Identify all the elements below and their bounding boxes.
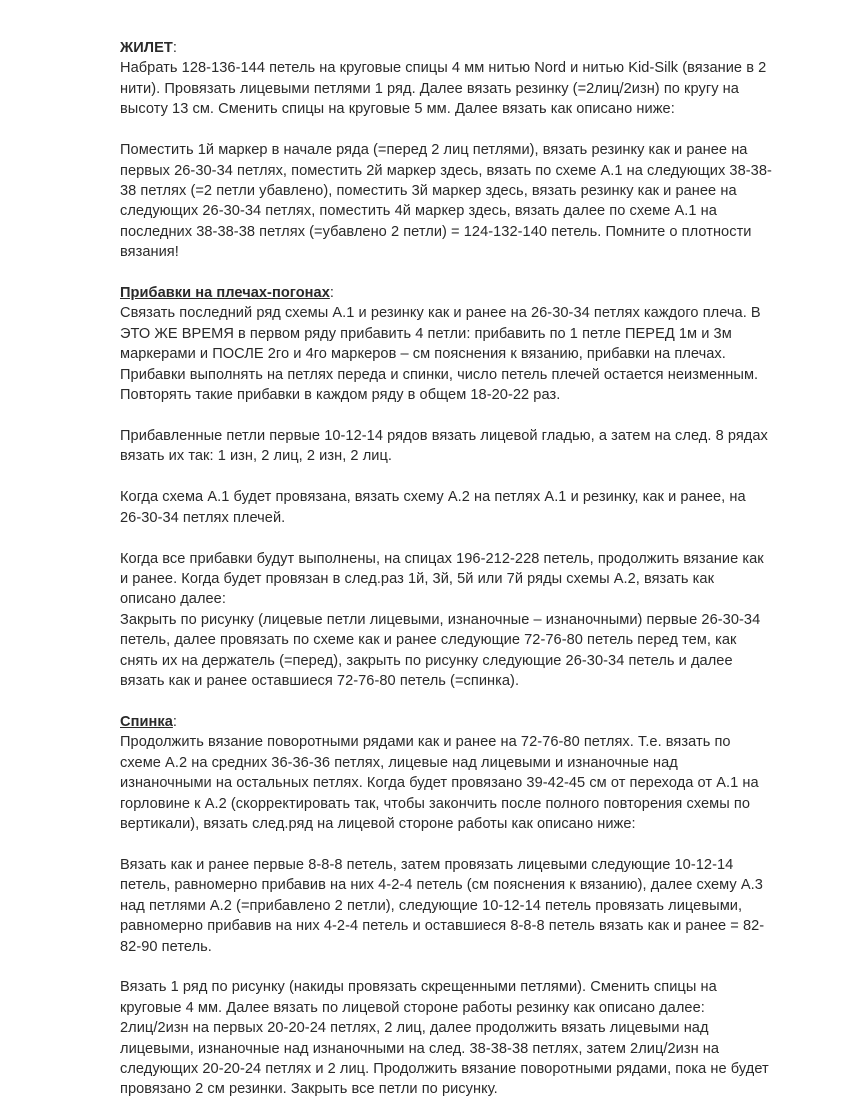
paragraph-line: вязать как и ранее оставшиеся 72-76-80 петель (=спинка).	[120, 673, 520, 690]
added-stitches-paragraph	[120, 426, 820, 467]
paragraph-line: вязать их так: 1 изн, 2 лиц, 2 изн, 2 лиц.	[120, 448, 392, 465]
paragraph-line: Вязать как и ранее первые 8-8-8 петель, затем провязать лицевыми следующие 10-12-14	[120, 856, 734, 873]
paragraph-line: вязания!	[120, 244, 179, 261]
paragraph-line: Когда схема А.1 будет провязана, вязать схему А.2 на петлях А.1 и резинку, как и ранее, на	[120, 489, 746, 506]
paragraph-line: над петлями А.2 (=прибавлено 2 петли), следующие 10-12-14 петель провязать лицевыми,	[120, 897, 743, 914]
paragraph-line: провязано 2 см резинки. Закрыть все петли по рисунку.	[120, 1081, 498, 1098]
paragraph-line: Вязать 1 ряд по рисунку (накиды провязать скрещенными петлями). Сменить спицы на	[120, 979, 717, 996]
paragraph-line: схеме А.2 на средних 36-36-36 петлях, лицевые над лицевыми и изнаночные над	[120, 754, 678, 771]
paragraph-line: круговые 4 мм. Далее вязать по лицевой стороне работы резинку как описано далее:	[120, 999, 705, 1016]
paragraph-line: нити). Провязать лицевыми петлями 1 ряд. Далее вязать резинку (=2лиц/2изн) по кругу на	[120, 80, 739, 97]
paragraph-line: Связать последний ряд схемы А.1 и резинку как и ранее на 26-30-34 петлях каждого плеча. В	[120, 305, 761, 322]
paragraph-line: вертикали), вязать след.ряд на лицевой стороне работы как описано ниже:	[120, 816, 636, 832]
paragraph-line: равномерно прибавив на них 4-2-4 петель и оставшиеся 8-8-8 петель вязать как и ранее = 82-	[120, 918, 765, 935]
paragraph-line: 2лиц/2изн на первых 20-20-24 петлях, 2 лиц, далее продолжить вязать лицевыми над	[120, 1020, 709, 1037]
paragraph-line: 26-30-34 петлях плечей.	[120, 509, 286, 526]
paragraph-line: Набрать 128-136-144 петель на круговые спицы 4 мм нитью Nord и нитью Kid-Silk (вязание в 2	[120, 60, 767, 77]
paragraph-line: изнаночными на остальных петлях. Когда будет провязано 39-42-45 см от перехода от А.1 на	[120, 775, 759, 792]
paragraph-line: ЭТО ЖЕ ВРЕМЯ в первом ряду прибавить 4 петли: прибавить по 1 петле ПЕРЕД 1м и 3м	[120, 325, 732, 342]
vest-heading-line: ЖИЛЕТ:	[120, 40, 177, 56]
final-paragraph	[120, 977, 820, 1099]
paragraph-line: Прибавки выполнять на петлях переда и спинки, число петель плечей остается неизменным.	[120, 366, 759, 383]
shoulder-section	[120, 283, 820, 405]
paragraph-line: Когда все прибавки будут выполнены, на спицах 196-212-228 петель, продолжить вязание как	[120, 550, 764, 567]
paragraph-line: Прибавленные петли первые 10-12-14 рядов вязать лицевой гладью, а затем на след. 8 рядах	[120, 428, 768, 444]
markers-paragraph	[120, 140, 820, 262]
knit-first-paragraph	[120, 855, 820, 957]
paragraph-line: Повторять такие прибавки в каждом ряду в общем 18-20-22 раз.	[120, 387, 561, 404]
vest-heading: ЖИЛЕТ	[120, 40, 173, 56]
when-a1-paragraph	[120, 487, 820, 528]
paragraph-line: первых 26-30-34 петлях, поместить 2й маркер здесь, вязать по схеме А.1 на следующих 38-38-	[120, 162, 772, 179]
paragraph-line: следующих 26-30-34 петлях, поместить 4й маркер здесь, вязать далее по схеме А.1 на	[120, 203, 717, 220]
paragraph-line: петель, равномерно прибавив на них 4-2-4 петель (см пояснения к вязанию), далее схему А.3	[120, 877, 763, 894]
paragraph-line: высоту 13 см. Сменить спицы на круговые 5 мм. Далее вязать как описано ниже:	[120, 101, 675, 118]
paragraph-line: горловине к А.2 (скорректировать так, чтобы закончить после полного повторения схемы по	[120, 795, 751, 812]
when-all-paragraph	[120, 549, 820, 692]
vest-section	[120, 38, 820, 120]
shoulder-heading: Прибавки на плечах-погонах	[120, 285, 330, 302]
paragraph-line: Поместить 1й маркер в начале ряда (=перед 2 лиц петлями), вязать резинку как и ранее на	[120, 142, 748, 159]
back-heading: Спинка	[120, 713, 173, 730]
paragraph-line: лицевыми, изнаночные над изнаночными на след. 38-38-38 петлях, затем 2лиц/2изн на	[120, 1040, 720, 1057]
paragraph-line: маркерами и ПОСЛЕ 2го и 4го маркеров – см пояснения к вязанию, прибавки на плечах.	[120, 346, 726, 363]
shoulder-heading-line: Прибавки на плечах-погонах:	[120, 285, 334, 302]
paragraph-line: последних 38-38-38 петлях (=убавлено 2 петли) = 124-132-140 петель. Помните о плотности	[120, 223, 752, 240]
paragraph-line: следующих 20-20-24 петлях и 2 лиц. Продолжить вязание поворотными рядами, пока не будет	[120, 1061, 769, 1078]
document-page	[120, 38, 820, 1100]
back-section	[120, 712, 820, 834]
paragraph-line: описано далее:	[120, 591, 226, 608]
paragraph-line: 82-90 петель.	[120, 938, 212, 955]
paragraph-line: петель, далее провязать по схеме как и ранее следующие 72-76-80 петель перед тем, как	[120, 632, 737, 649]
paragraph-line: и ранее. Когда будет провязан в след.раз 1й, 3й, 5й или 7й ряды схемы А.2, вязать как	[120, 571, 714, 588]
paragraph-line: 38 петлях (=2 петли убавлено), поместить 3й маркер здесь, вязать резинку как и ранее на	[120, 182, 737, 199]
paragraph-line: снять их на держатель (=перед), закрыть по рисунку следующие 26-30-34 петель и далее	[120, 652, 733, 669]
back-heading-line: Спинка:	[120, 713, 177, 730]
paragraph-line: Продолжить вязание поворотными рядами как и ранее на 72-76-80 петлях. Т.е. вязать по	[120, 734, 731, 751]
paragraph-line: Закрыть по рисунку (лицевые петли лицевыми, изнаночные – изнаночными) первые 26-30-34	[120, 611, 761, 628]
